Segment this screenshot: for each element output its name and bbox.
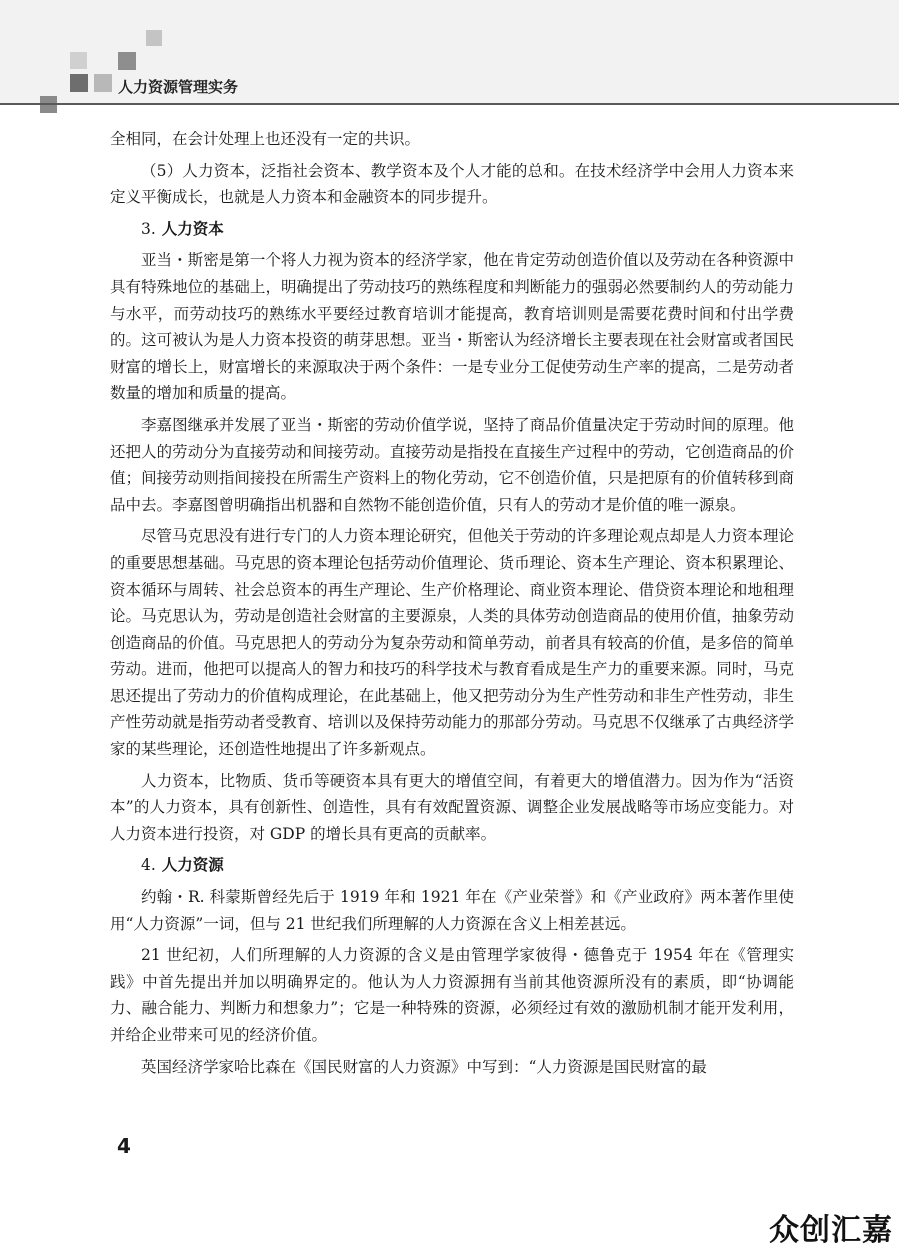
paragraph: 全相同，在会计处理上也还没有一定的共识。 [110,130,421,148]
paragraph: （5）人力资本，泛指社会资本、教学资本及个人才能的总和。在技术经济学中会用人力资本来定义平衡成长，也就是人力资本和金融资本的同步提升。 [110,161,794,207]
section-title: 人力资本 [161,219,224,238]
section-heading [110,216,794,243]
decorative-square [70,74,88,92]
section-number: 4. [141,856,156,875]
paragraph: 人力资本，比物质、货币等硬资本具有更大的增值空间，有着更大的增值潜力。因为作为“活资本”的人力资本，具有创新性、创造性，具有有效配置资源、调整企业发展战略等市场应变能力。对人力资本进行投资，对 GDP 的增长具有更高的贡献率。 [110,771,794,843]
paragraph: 21 世纪初，人们所理解的人力资源的含义是由管理学家彼得・德鲁克于 1954 年在《管理实践》中首先提出并加以明确界定的。他认为人力资源拥有当前其他资源所没有的素质，即“协调能力、融合能力、判断力和想象力”；它是一种特殊的资源，必须经过有效的激励机制才能开发利用，并给企业带来可见的经济价值。 [110,946,794,1044]
header-divider [0,103,899,105]
section-title: 人力资源 [161,856,224,875]
decorative-square [118,52,136,70]
paragraph: 亚当・斯密是第一个将人力视为资本的经济学家，他在肯定劳动创造价值以及劳动在各种资源中具有特殊地位的基础上，明确提出了劳动技巧的熟练程度和判断能力的强弱必然要制约人的劳动能力与水平，而劳动技巧的熟练水平要经过教育培训才能提高，教育培训则是需要花费时间和付出学费的。这可被认为是人力资本投资的萌芽思想。亚当・斯密认为经济增长主要表现在社会财富或者国民财富的增长上，财富增长的来源取决于两个条件：一是专业分工促使劳动生产率的提高，二是劳动者数量的增加和质量的提高。 [110,251,794,403]
paragraph: 尽管马克思没有进行专门的人力资本理论研究，但他关于劳动的许多理论观点却是人力资本理论的重要思想基础。马克思的资本理论包括劳动价值理论、货币理论、资本生产理论、资本积累理论、资本循环与周转、社会总资本的再生产理论、生产价格理论、商业资本理论、借贷资本理论和地租理论。马克思认为，劳动是创造社会财富的主要源泉，人类的具体劳动创造商品的使用价值，抽象劳动创造商品的价值。马克思把人的劳动分为复杂劳动和简单劳动，前者具有较高的价值，是多倍的简单劳动。进而，他把可以提高人的智力和技巧的科学技术与教育看成是生产力的重要来源。同时，马克思还提出了劳动力的价值构成理论，在此基础上，他又把劳动分为生产性劳动和非生产性劳动，非生产性劳动就是指劳动者受教育、培训以及保持劳动能力的那部分劳动。马克思不仅继承了古典经济学家的某些理论，还创造性地提出了许多新观点。 [110,527,794,759]
page-header [0,0,899,104]
decorative-square [70,52,87,69]
page-body [110,126,794,1085]
paragraph: 李嘉图继承并发展了亚当・斯密的劳动价值学说，坚持了商品价值量决定于劳动时间的原理。他还把人的劳动分为直接劳动和间接劳动。直接劳动是指投在直接生产过程中的劳动，它创造商品的价值；间接劳动则指间接投在所需生产资料上的物化劳动，它不创造价值，只是把原有的价值转移到商品中去。李嘉图曾明确指出机器和自然物不能创造价值，只有人的劳动才是价值的唯一源泉。 [110,415,794,514]
section-heading [110,852,794,879]
watermark: 众创汇嘉 [769,1213,893,1248]
page-number: 4 [117,1134,131,1158]
section-number: 3. [141,219,156,238]
paragraph: 英国经济学家哈比森在《国民财富的人力资源》中写到：“人力资源是国民财富的最 [141,1057,707,1076]
decorative-square [146,30,162,46]
decorative-square [94,74,112,92]
book-title: 人力资源管理实务 [118,78,239,96]
paragraph: 约翰・R. 科蒙斯曾经先后于 1919 年和 1921 年在《产业荣誉》和《产业政府》两本著作里使用“人力资源”一词，但与 21 世纪我们所理解的人力资源在含义上相差甚远。 [110,888,794,933]
